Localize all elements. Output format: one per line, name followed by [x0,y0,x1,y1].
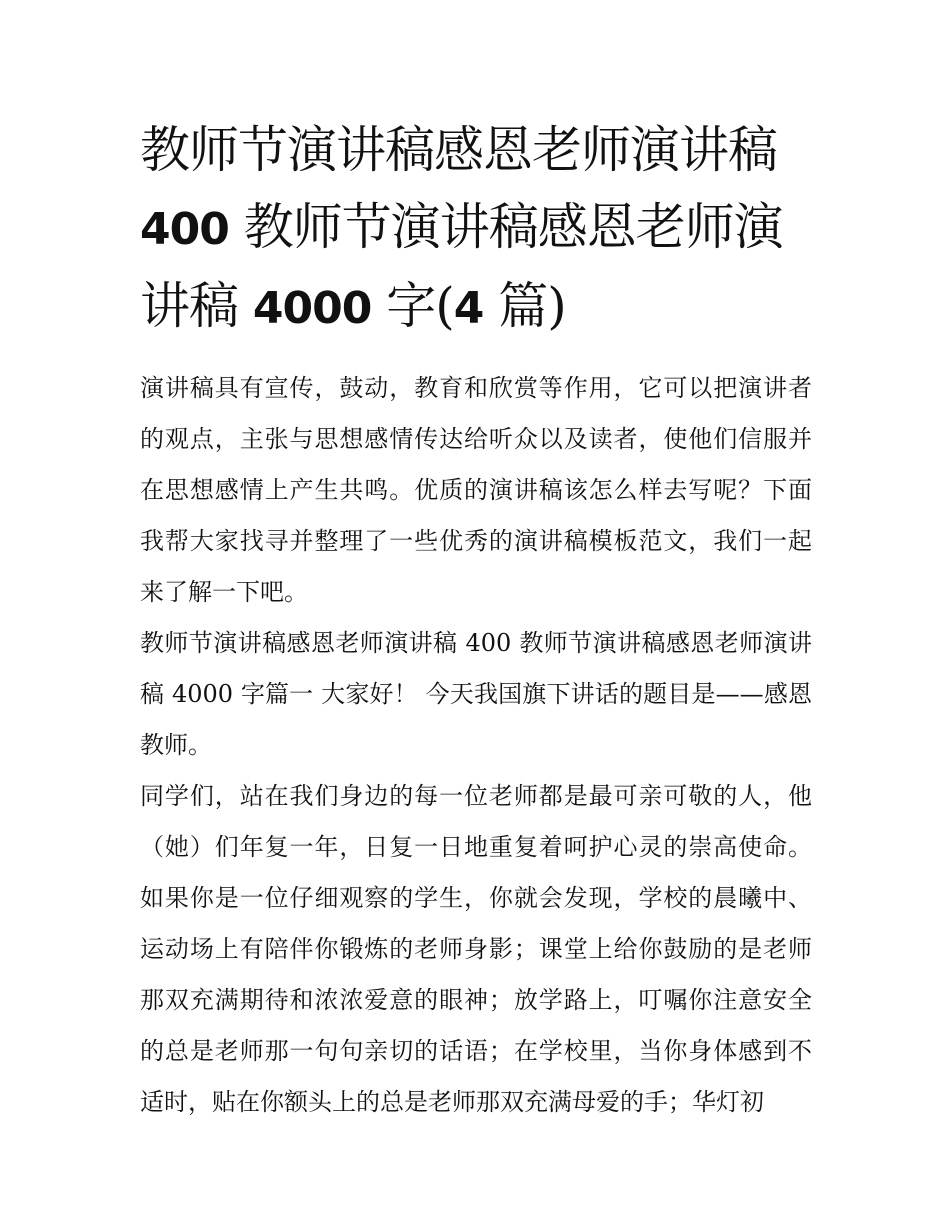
paragraph-speech-title [140,618,812,771]
title-line-1 [140,112,812,189]
title-number-400: 400 [140,204,229,255]
title-number-4000: 4000 [252,283,372,334]
title-line-2 [140,189,812,268]
title-line-3-text-b: 字( [371,277,454,335]
paragraph-intro [140,363,812,618]
paragraph-line: 运动场上有陪伴你锻炼的老师身影；课堂上给你鼓励的是老师 [140,935,812,963]
paragraph-line: 的总是老师那一句句亲切的话语；在学校里，当你身体感到不 [140,1037,812,1065]
title-number-4: 4 [453,283,484,334]
paragraph-line: 教师节演讲稿感恩老师演讲稿 400 教师节演讲稿感恩老师演讲 [140,629,812,657]
document-title [140,112,812,347]
paragraph-line: 来了解一下吧。 [140,578,308,606]
title-line-3-text-a: 讲稿 [140,277,253,335]
title-line-3 [140,268,812,347]
title-line-1-text: 教师节演讲稿感恩老师演讲稿 [140,121,777,179]
paragraph-line: 的观点，主张与思想感情传达给听众以及读者，使他们信服并 [140,425,812,453]
paragraph-line: 我帮大家找寻并整理了一些优秀的演讲稿模板范文，我们一起 [140,527,812,555]
paragraph-line: （她）们年复一年，日复一日地重复着呵护心灵的崇高使命。 [140,833,812,861]
paragraph-speech-body [140,771,812,1128]
title-line-3-text-c: 篇) [483,277,566,335]
paragraph-line: 适时，贴在你额头上的总是老师那双充满母爱的手；华灯初 [140,1088,764,1116]
paragraph-line: 演讲稿具有宣传，鼓动，教育和欣赏等作用，它可以把演讲者 [140,374,812,402]
paragraph-line: 同学们，站在我们身边的每一位老师都是最可亲可敬的人，他 [140,782,812,810]
document-body [140,363,812,1128]
title-line-2-text: 教师节演讲稿感恩老师演 [228,198,783,256]
paragraph-line: 那双充满期待和浓浓爱意的眼神；放学路上，叮嘱你注意安全 [140,986,812,1014]
paragraph-line: 教师。 [140,731,212,759]
paragraph-line: 在思想感情上产生共鸣。优质的演讲稿该怎么样去写呢？下面 [140,476,812,504]
document-page [140,112,812,1128]
paragraph-line: 稿 4000 字篇一 大家好！ 今天我国旗下讲话的题目是——感恩 [140,680,812,708]
paragraph-line: 如果你是一位仔细观察的学生，你就会发现，学校的晨曦中、 [140,884,812,912]
